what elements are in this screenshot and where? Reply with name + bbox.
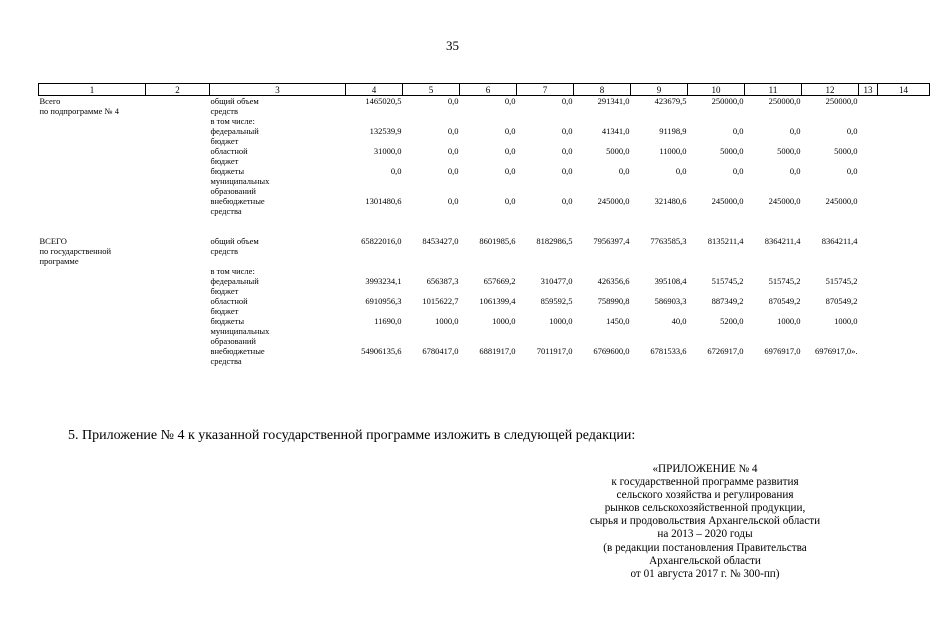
value-cell: 1061399,4 — [479, 296, 516, 306]
value-cell: 0,0 — [504, 196, 516, 206]
program-label-cell — [39, 266, 146, 276]
value-cell: 1015622,7 — [422, 296, 459, 306]
value-cell: 5000,0 — [777, 146, 801, 156]
column-header: 6 — [460, 84, 517, 96]
empty-cell — [859, 146, 878, 166]
cell-line: бюджет — [210, 286, 239, 296]
page-number: 35 — [446, 38, 459, 53]
value-cell: 6781533,6 — [650, 346, 687, 356]
cell-line: программе — [39, 256, 79, 266]
funding-source-cell — [210, 276, 346, 296]
value-cell — [460, 116, 517, 126]
value-cell: 6769600,0 — [593, 346, 630, 356]
table-row — [39, 346, 930, 366]
value-cell: 0,0 — [504, 166, 516, 176]
column-header: 3 — [210, 84, 346, 96]
empty-cell — [146, 276, 210, 296]
empty-cell — [878, 316, 930, 346]
value-cell: 0,0 — [846, 126, 858, 136]
appendix-line: сырья и продовольствия Архангельской области — [589, 515, 821, 528]
value-cell: 1000,0 — [435, 316, 459, 326]
cell-line: федеральный — [210, 126, 259, 136]
empty-cell — [859, 346, 878, 366]
empty-cell — [146, 146, 210, 166]
column-header: 13 — [859, 84, 878, 96]
value-cell — [745, 266, 802, 276]
value-cell: 0,0 — [561, 196, 573, 206]
table-body — [39, 96, 930, 367]
cell-line: бюджеты — [210, 166, 245, 176]
empty-cell — [859, 236, 878, 266]
value-cell: 250000,0 — [825, 96, 858, 106]
table-row — [39, 296, 930, 316]
funding-source-cell — [210, 166, 346, 196]
empty-cell — [146, 196, 210, 216]
column-header: 11 — [745, 84, 802, 96]
funding-source-cell — [210, 146, 346, 166]
program-label-cell — [39, 126, 146, 146]
value-cell: 1450,0 — [606, 316, 630, 326]
value-cell: 0,0 — [504, 146, 516, 156]
table-row — [39, 196, 930, 216]
value-cell: 423679,5 — [654, 96, 687, 106]
cell-line: средства — [210, 206, 242, 216]
value-cell: 657669,2 — [483, 276, 516, 286]
column-header: 14 — [878, 84, 930, 96]
value-cell: 5000,0 — [834, 146, 858, 156]
value-cell: 245000,0 — [768, 196, 801, 206]
cell-line: ВСЕГО — [39, 236, 67, 246]
value-cell: 8364211,4 — [821, 236, 858, 246]
value-cell: 0,0 — [504, 96, 516, 106]
value-cell: 0,0 — [675, 166, 687, 176]
table-row — [39, 276, 930, 296]
section-heading: 5. Приложение № 4 к указанной государственной программе изложить в следующей редакции: — [68, 428, 636, 443]
table-row — [39, 96, 930, 117]
table-row — [39, 266, 930, 276]
value-cell: 1000,0 — [834, 316, 858, 326]
value-cell — [517, 116, 574, 126]
value-cell: 291341,0 — [597, 96, 630, 106]
value-cell: 887349,2 — [711, 296, 744, 306]
value-cell: 0,0 — [789, 126, 801, 136]
column-header: 5 — [403, 84, 460, 96]
value-cell: 859592,5 — [540, 296, 573, 306]
cell-line: бюджет — [210, 306, 239, 316]
value-cell: 395108,4 — [654, 276, 687, 286]
value-cell — [574, 266, 631, 276]
value-cell: 54906135,6 — [361, 346, 402, 356]
cell-line: по подпрограмме № 4 — [39, 106, 120, 116]
table-row — [39, 126, 930, 146]
table-row — [39, 146, 930, 166]
program-label-cell — [39, 166, 146, 196]
cell-line: бюджеты — [210, 316, 245, 326]
value-cell — [802, 116, 859, 126]
value-cell: 132539,9 — [369, 126, 402, 136]
empty-cell — [878, 296, 930, 316]
cell-line: бюджет — [210, 136, 239, 146]
value-cell: 6910956,3 — [365, 296, 402, 306]
cell-line: средства — [210, 356, 242, 366]
value-cell: 0,0 — [447, 196, 459, 206]
value-cell: 0,0 — [846, 166, 858, 176]
cell-line: областной — [210, 146, 248, 156]
value-cell — [631, 266, 688, 276]
empty-cell — [146, 116, 210, 126]
value-cell: 0,0 — [390, 166, 402, 176]
funding-source-cell — [210, 316, 346, 346]
appendix-header-block — [555, 463, 855, 581]
value-cell: 3993234,1 — [365, 276, 402, 286]
value-cell: 656387,3 — [426, 276, 459, 286]
value-cell: 515745,2 — [768, 276, 801, 286]
value-cell: 5000,0 — [606, 146, 630, 156]
program-label-cell — [39, 196, 146, 216]
empty-cell — [878, 166, 930, 196]
value-cell: 7011917,0 — [536, 346, 573, 356]
cell-line: в том числе: — [210, 116, 255, 126]
column-header: 7 — [517, 84, 574, 96]
value-cell: 6976917,0». — [815, 346, 858, 356]
cell-line: образований — [210, 186, 256, 196]
value-cell: 250000,0 — [768, 96, 801, 106]
empty-cell — [878, 236, 930, 266]
value-cell: 6881917,0 — [479, 346, 516, 356]
value-cell: 65822016,0 — [361, 236, 402, 246]
cell-line: бюджет — [210, 156, 239, 166]
cell-line: образований — [210, 336, 256, 346]
cell-line: средств — [210, 246, 239, 256]
appendix-line: сельского хозяйства и регулирования — [616, 489, 794, 502]
cell-line: муниципальных — [210, 326, 270, 336]
cell-line: в том числе: — [210, 266, 255, 276]
value-cell: 0,0 — [732, 126, 744, 136]
value-cell: 0,0 — [732, 166, 744, 176]
empty-cell — [878, 276, 930, 296]
value-cell: 11690,0 — [374, 316, 402, 326]
appendix-line: от 01 августа 2017 г. № 300-пп) — [630, 567, 780, 580]
column-header: 1 — [39, 84, 146, 96]
cell-line: внебюджетные — [210, 196, 265, 206]
table-row — [39, 316, 930, 346]
funding-source-cell — [210, 96, 346, 117]
value-cell: 0,0 — [447, 126, 459, 136]
value-cell: 0,0 — [561, 126, 573, 136]
empty-cell — [146, 236, 210, 266]
cell-line: областной — [210, 296, 248, 306]
value-cell — [460, 266, 517, 276]
empty-cell — [146, 346, 210, 366]
program-label-cell — [39, 236, 146, 266]
value-cell: 1000,0 — [777, 316, 801, 326]
value-cell: 758990,8 — [597, 296, 630, 306]
empty-cell — [146, 166, 210, 196]
value-cell: 11000,0 — [659, 146, 687, 156]
value-cell: 426356,6 — [597, 276, 630, 286]
value-cell: 91198,9 — [659, 126, 687, 136]
appendix-line: на 2013 – 2020 годы — [657, 528, 753, 541]
empty-cell — [859, 126, 878, 146]
column-header: 10 — [688, 84, 745, 96]
program-label-cell — [39, 96, 146, 117]
program-label-cell — [39, 316, 146, 346]
value-cell: 0,0 — [561, 96, 573, 106]
empty-cell — [146, 316, 210, 346]
appendix-line: «ПРИЛОЖЕНИЕ № 4 — [652, 463, 758, 475]
value-cell: 1000,0 — [492, 316, 516, 326]
value-cell — [688, 266, 745, 276]
value-cell: 1000,0 — [549, 316, 573, 326]
cell-line: средств — [210, 106, 239, 116]
funding-source-cell — [210, 296, 346, 316]
value-cell: 7956397,4 — [593, 236, 630, 246]
value-cell — [802, 266, 859, 276]
empty-cell — [146, 96, 210, 117]
empty-cell — [859, 276, 878, 296]
value-cell: 8601985,6 — [479, 236, 516, 246]
empty-cell — [878, 116, 930, 126]
funding-source-cell — [210, 126, 346, 146]
value-cell: 8364211,4 — [764, 236, 801, 246]
program-label-cell — [39, 296, 146, 316]
table-header-row — [39, 84, 930, 96]
value-cell — [631, 116, 688, 126]
value-cell: 41341,0 — [601, 126, 630, 136]
funding-source-cell — [210, 236, 346, 266]
empty-cell — [859, 196, 878, 216]
value-cell: 0,0 — [561, 146, 573, 156]
empty-cell — [859, 96, 878, 117]
value-cell: 586903,3 — [654, 296, 687, 306]
column-header: 2 — [146, 84, 210, 96]
value-cell: 0,0 — [447, 96, 459, 106]
value-cell: 31000,0 — [373, 146, 402, 156]
value-cell: 0,0 — [561, 166, 573, 176]
value-cell: 6780417,0 — [422, 346, 459, 356]
funding-source-cell — [210, 116, 346, 126]
empty-cell — [878, 146, 930, 166]
cell-line: по государственной — [39, 246, 112, 256]
value-cell: 245000,0 — [597, 196, 630, 206]
empty-cell — [878, 196, 930, 216]
value-cell — [346, 116, 403, 126]
value-cell: 7763585,3 — [650, 236, 687, 246]
empty-cell — [146, 126, 210, 146]
value-cell: 870549,2 — [768, 296, 801, 306]
funding-source-cell — [210, 346, 346, 366]
cell-line: внебюджетные — [210, 346, 265, 356]
value-cell: 40,0 — [671, 316, 687, 326]
column-header: 9 — [631, 84, 688, 96]
empty-cell — [859, 116, 878, 126]
cell-line: Всего — [39, 96, 61, 106]
appendix-line: Архангельской области — [649, 554, 761, 567]
value-cell: 0,0 — [789, 166, 801, 176]
value-cell: 5000,0 — [720, 146, 744, 156]
value-cell: 870549,2 — [825, 296, 858, 306]
empty-cell — [146, 266, 210, 276]
value-cell: 1465020,5 — [365, 96, 402, 106]
empty-cell — [146, 296, 210, 316]
empty-cell — [878, 266, 930, 276]
value-cell: 8135211,4 — [707, 236, 744, 246]
program-label-cell — [39, 346, 146, 366]
cell-line: общий объем — [210, 96, 259, 106]
budget-table — [38, 83, 930, 366]
value-cell — [346, 266, 403, 276]
table-row — [39, 166, 930, 196]
block-spacer — [39, 216, 930, 236]
value-cell: 8453427,0 — [422, 236, 459, 246]
value-cell — [403, 266, 460, 276]
program-label-cell — [39, 146, 146, 166]
value-cell: 321480,6 — [654, 196, 687, 206]
value-cell — [574, 116, 631, 126]
value-cell: 250000,0 — [711, 96, 744, 106]
program-label-cell — [39, 276, 146, 296]
value-cell: 5200,0 — [720, 316, 744, 326]
value-cell — [745, 116, 802, 126]
cell-line: муниципальных — [210, 176, 270, 186]
appendix-line: к государственной программе развития — [611, 476, 799, 489]
value-cell — [403, 116, 460, 126]
empty-cell — [859, 296, 878, 316]
value-cell: 310477,0 — [540, 276, 573, 286]
column-header: 12 — [802, 84, 859, 96]
cell-line: общий объем — [210, 236, 259, 246]
empty-cell — [859, 166, 878, 196]
value-cell: 0,0 — [618, 166, 630, 176]
value-cell: 245000,0 — [711, 196, 744, 206]
empty-cell — [859, 266, 878, 276]
value-cell: 8182986,5 — [536, 236, 573, 246]
value-cell: 1301480,6 — [365, 196, 402, 206]
value-cell: 6976917,0 — [764, 346, 801, 356]
appendix-line: рынков сельскохозяйственной продукции, — [604, 502, 806, 515]
cell-line: федеральный — [210, 276, 259, 286]
value-cell: 245000,0 — [825, 196, 858, 206]
program-label-cell — [39, 116, 146, 126]
empty-cell — [878, 126, 930, 146]
column-header: 8 — [574, 84, 631, 96]
value-cell: 0,0 — [447, 146, 459, 156]
value-cell — [517, 266, 574, 276]
funding-source-cell — [210, 266, 346, 276]
empty-cell — [859, 316, 878, 346]
column-header: 4 — [346, 84, 403, 96]
value-cell: 515745,2 — [711, 276, 744, 286]
empty-cell — [878, 346, 930, 366]
value-cell: 0,0 — [504, 126, 516, 136]
value-cell: 0,0 — [447, 166, 459, 176]
table-row — [39, 236, 930, 266]
appendix-line: (в редакции постановления Правительства — [603, 541, 807, 554]
value-cell — [688, 116, 745, 126]
value-cell: 6726917,0 — [707, 346, 744, 356]
funding-source-cell — [210, 196, 346, 216]
value-cell: 515745,2 — [825, 276, 858, 286]
empty-cell — [878, 96, 930, 117]
table-row — [39, 116, 930, 126]
